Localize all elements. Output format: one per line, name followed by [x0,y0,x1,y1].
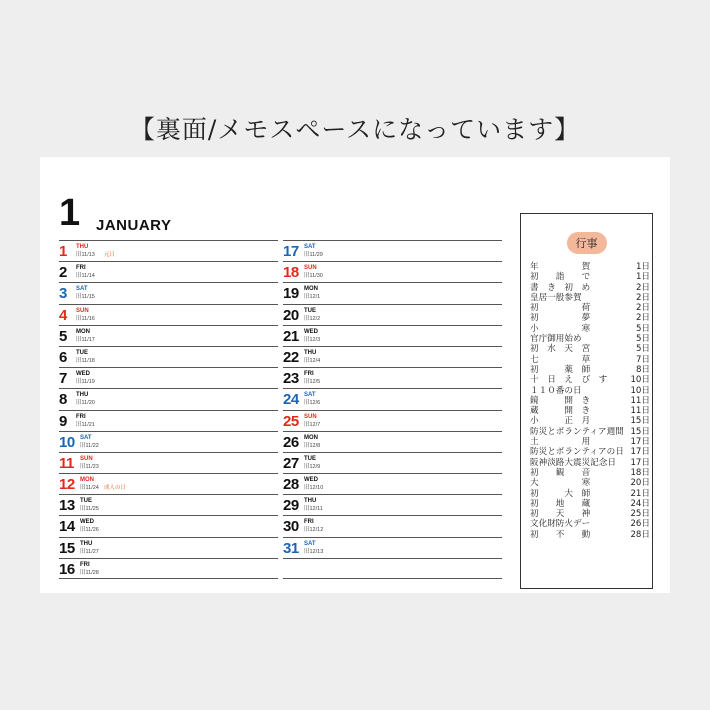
lunar-date: 旧12/8 [304,442,321,449]
day-of-week: WED [304,477,318,484]
day-row [283,410,502,431]
event-row [530,262,650,272]
day-row [283,452,502,473]
lunar-date: 旧11/29 [304,252,323,258]
day-column-left [59,240,278,579]
day-row [59,515,278,536]
day-of-week: TUE [304,307,316,314]
event-name: 蔵 開 き [530,406,591,417]
event-date: 15日 [630,426,650,437]
event-name: 初 薬 師 [530,364,591,375]
day-number: 4 [59,306,67,324]
event-date: 17日 [630,457,650,468]
day-number: 24 [283,391,299,409]
day-of-week: TUE [304,455,316,462]
event-date: 11日 [630,406,650,417]
day-of-week: MON [304,434,318,441]
day-row [283,367,502,388]
event-row [530,519,650,529]
day-row [59,388,278,409]
day-row [283,346,502,367]
lunar-date: 旧11/27 [80,548,99,555]
day-row [59,537,278,558]
event-date: 10日 [630,385,650,396]
lunar-date: 旧11/14 [76,273,95,280]
day-row [283,473,502,494]
day-of-week: FRI [76,413,86,420]
holiday-note: 成人の日 [104,485,127,492]
event-name: 小 寒 [530,323,591,334]
event-name: 初 観 音 [530,467,591,478]
day-number: 16 [59,560,75,578]
event-row [530,334,650,344]
day-row [59,261,278,282]
event-row [530,324,650,334]
event-row [530,293,650,303]
event-row [530,509,650,519]
day-of-week: WED [304,328,318,335]
event-row [530,303,650,313]
day-row [59,346,278,367]
day-of-week: THU [304,349,317,356]
lunar-date: 旧11/13 [76,252,95,258]
lunar-date: 旧12/9 [304,463,321,470]
day-of-week: MON [80,477,94,484]
event-row [530,375,650,385]
event-date: 26日 [630,519,650,530]
day-of-week: WED [76,371,90,378]
event-date: 24日 [630,498,650,509]
event-date: 20日 [630,478,650,489]
events-title: 行事 [567,232,607,254]
event-name: 初 不 動 [530,529,591,540]
event-name: 初 地 蔵 [530,498,591,509]
event-date: 17日 [630,437,650,448]
day-of-week: SUN [304,265,317,272]
day-row [59,240,278,261]
day-of-week: TUE [76,349,88,356]
day-number: 30 [283,518,299,536]
lunar-date: 旧12/6 [304,400,321,407]
day-row [283,494,502,515]
day-number: 3 [59,285,67,303]
event-name: 防災とボランティア週間 [530,426,624,437]
day-number: 15 [59,539,75,557]
event-row [530,478,650,488]
lunar-date: 旧12/7 [304,421,321,428]
event-date: 21日 [630,488,650,499]
day-row [59,452,278,473]
day-of-week: WED [80,519,94,526]
event-row [530,365,650,375]
event-name: 皇居一般参賀 [530,292,582,303]
event-date: 11日 [630,395,650,406]
day-of-week: THU [304,498,317,505]
day-number: 1 [59,243,67,260]
event-name: 阪神淡路大震災記念日 [530,457,616,468]
event-name: 書 き 初 め [530,282,591,293]
day-number: 17 [283,243,299,260]
day-number: 21 [283,327,299,345]
day-row [283,537,502,558]
lunar-date: 旧11/20 [76,400,95,407]
day-of-week: SAT [304,540,316,547]
day-number: 20 [283,306,299,324]
event-name: 初 詣 で [530,272,591,283]
page-heading: 【裏面/メモスペースになっています】 [129,115,581,144]
event-date: 2日 [635,303,650,314]
event-row [530,489,650,499]
lunar-date: 旧12/13 [304,548,324,555]
day-number: 26 [283,433,299,451]
month-name: JANUARY [96,217,172,234]
day-of-week: FRI [304,519,314,526]
holiday-note: 元日 [104,252,116,258]
events-panel [520,213,653,589]
lunar-date: 旧11/23 [80,463,99,470]
lunar-date: 旧11/28 [80,569,99,576]
day-of-week: THU [80,540,93,547]
event-date: 2日 [635,282,650,293]
month-number: 1 [59,192,81,234]
day-row [59,473,278,494]
day-number: 28 [283,476,299,494]
event-row [530,458,650,468]
event-date: 1日 [635,272,650,283]
event-row [530,386,650,396]
calendar-sheet [40,157,670,593]
day-row [59,367,278,388]
event-row [530,427,650,437]
day-of-week: THU [76,244,89,250]
lunar-date: 旧12/5 [304,379,321,386]
event-name: 防災とボランティアの日 [530,447,624,458]
event-date: 25日 [630,509,650,520]
event-name: 初 大 師 [530,488,591,499]
event-date: 2日 [635,292,650,303]
event-date: 5日 [635,323,650,334]
event-row [530,355,650,365]
lunar-date: 旧11/30 [304,273,323,280]
event-date: 5日 [635,344,650,355]
day-number: 2 [59,264,67,282]
event-row [530,530,650,540]
day-of-week: SUN [76,307,89,314]
event-name: 大 寒 [530,478,591,489]
event-date: 7日 [635,354,650,365]
lunar-date: 旧11/19 [76,379,95,386]
day-row [283,558,502,579]
day-of-week: TUE [80,498,92,505]
lunar-date: 旧12/12 [304,527,324,534]
event-row [530,468,650,478]
day-row [283,388,502,409]
event-date: 1日 [635,262,650,272]
day-of-week: SAT [304,392,316,399]
lunar-date: 旧11/26 [80,527,99,534]
event-name: 官庁御用始め [530,334,582,345]
event-row [530,344,650,354]
day-column-right [283,240,502,579]
day-number: 8 [59,391,67,409]
day-number: 10 [59,433,75,451]
day-of-week: SUN [304,413,317,420]
day-number: 6 [59,348,67,366]
day-number: 23 [283,370,299,388]
day-of-week: SUN [80,455,93,462]
event-row [530,313,650,323]
event-name: 七 草 [530,354,591,365]
day-row [59,325,278,346]
event-row [530,499,650,509]
day-number: 22 [283,348,299,366]
lunar-date: 旧11/17 [76,336,95,343]
lunar-date: 旧12/10 [304,485,324,492]
day-of-week: FRI [304,371,314,378]
event-name: 鏡 開 き [530,395,591,406]
lunar-date: 旧11/18 [76,357,95,364]
day-of-week: SAT [80,434,92,441]
day-row [283,325,502,346]
day-of-week: MON [76,328,90,335]
event-date: 2日 [635,313,650,324]
day-of-week: MON [304,286,318,293]
event-row [530,272,650,282]
day-row [283,304,502,325]
lunar-date: 旧12/11 [304,506,323,513]
event-row [530,283,650,293]
event-name: 初 夢 [530,313,591,324]
day-row [283,240,502,261]
day-of-week: FRI [76,265,86,272]
event-date: 18日 [630,467,650,478]
event-date: 5日 [635,334,650,345]
day-of-week: THU [76,392,89,399]
day-number: 25 [283,412,299,430]
event-name: 初 水 天 宮 [530,344,591,355]
lunar-date: 旧11/25 [80,506,99,513]
day-of-week: SAT [304,244,316,250]
day-of-week: FRI [80,561,90,568]
lunar-date: 旧12/3 [304,336,321,343]
day-of-week: SAT [76,286,88,293]
event-name: 初 荷 [530,303,591,314]
day-number: 19 [283,285,299,303]
event-date: 10日 [630,375,650,386]
event-name: 初 天 神 [530,509,591,520]
event-name: 土 用 [530,437,591,448]
day-row [59,304,278,325]
events-list [530,262,650,540]
lunar-date: 旧12/2 [304,315,321,322]
day-number: 11 [59,454,74,472]
event-date: 17日 [630,447,650,458]
event-row [530,416,650,426]
day-number: 9 [59,412,67,430]
lunar-date: 旧11/15 [76,294,95,301]
lunar-date: 旧11/16 [76,315,95,322]
day-row [283,282,502,303]
day-row [59,410,278,431]
day-row [59,494,278,515]
day-number: 13 [59,497,75,515]
lunar-date: 旧12/1 [304,294,321,301]
day-number: 14 [59,518,75,536]
day-row [283,261,502,282]
event-name: 小 正 月 [530,416,591,427]
day-number: 18 [283,264,299,282]
event-date: 15日 [630,416,650,427]
event-date: 28日 [630,529,650,540]
day-number: 5 [59,327,67,345]
lunar-date: 旧11/24 [80,485,99,492]
event-row [530,396,650,406]
day-row [59,431,278,452]
event-name: １１０番の日 [530,385,582,396]
lunar-date: 旧11/22 [80,442,99,449]
day-row [283,515,502,536]
event-row [530,437,650,447]
day-row [283,431,502,452]
day-number: 29 [283,497,299,515]
day-number: 31 [283,539,299,557]
event-row [530,406,650,416]
event-name: 十 日 え び す [530,375,608,386]
lunar-date: 旧11/21 [76,421,95,428]
event-row [530,447,650,457]
lunar-date: 旧12/4 [304,357,321,364]
day-number: 7 [59,370,67,388]
day-number: 12 [59,476,75,494]
day-row [59,282,278,303]
event-name: 年 賀 [530,262,591,272]
day-row [59,558,278,579]
day-number: 27 [283,454,299,472]
event-name: 文化財防火デー [530,519,591,530]
event-date: 8日 [635,364,650,375]
